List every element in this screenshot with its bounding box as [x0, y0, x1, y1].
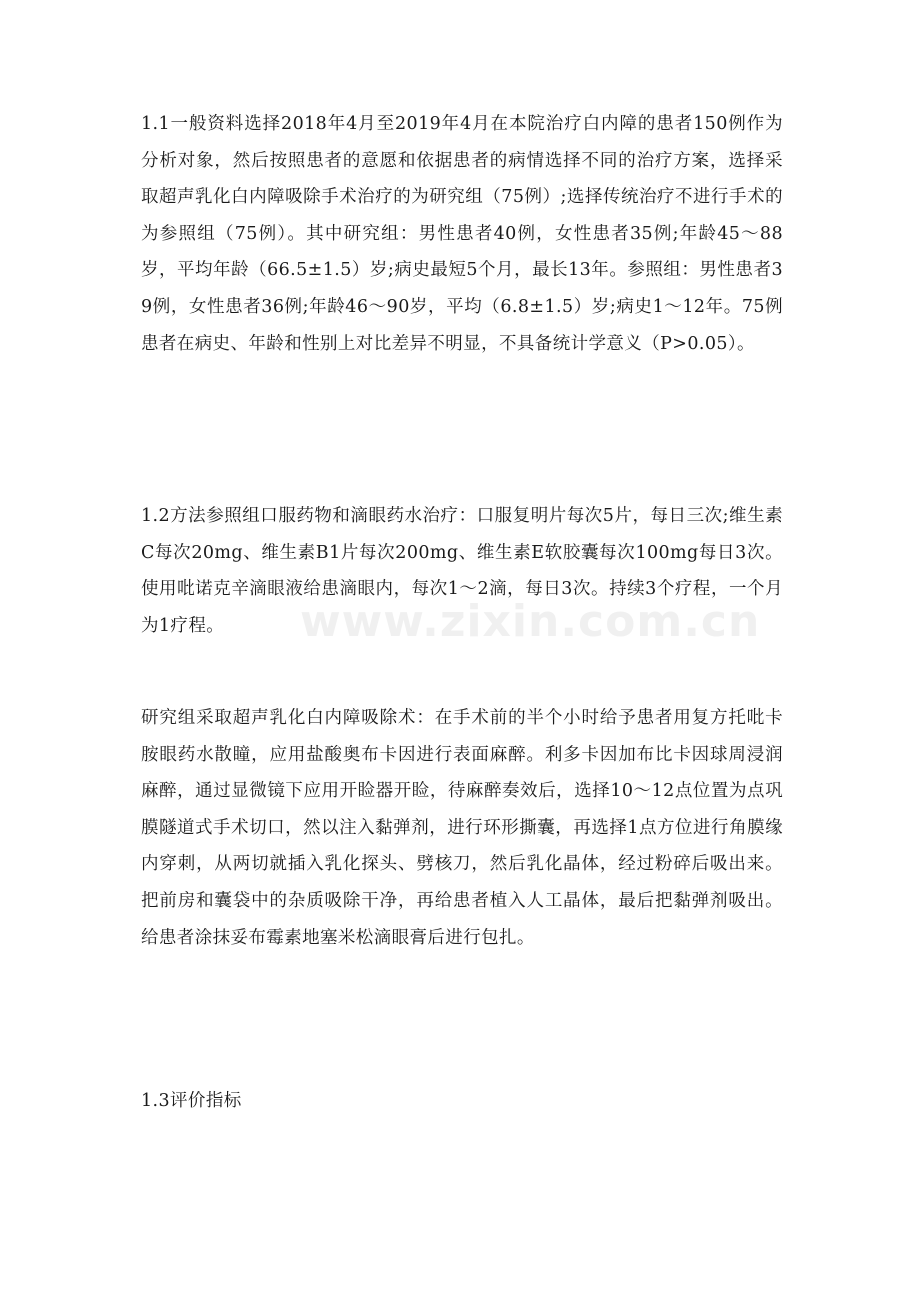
- section-heading-evaluation-indicators: 1.3评价指标: [141, 1091, 242, 1111]
- paragraph-general-data: 1.1一般资料选择2018年4月至2019年4月在本院治疗白内障的患者150例作为分析对象，然后按照患者的意愿和依据患者的病情选择不同的治疗方案，选择采取超声乳化白内障吸除手术治疗的为研究组（75例）;选择传统治疗不进行手术的为参照组（75例）。其中研究组：男性患者40例，女性患者35例;年龄45～88岁，平均年龄（66.5±1.5）岁;病史最短5个月，最长13年。参照组：男性患者39例，女性患者36例;年龄46～90岁，平均（6.8±1.5）岁;病史1～12年。75例患者在病史、年龄和性别上对比差异不明显，不具备统计学意义（P>0.05）。: [141, 114, 783, 354]
- paragraph-methods-study-group: 研究组采取超声乳化白内障吸除术：在手术前的半个小时给予患者用复方托吡卡胺眼药水散瞳，应用盐酸奥布卡因进行表面麻醉。利多卡因加布比卡因球周浸润麻醉，通过显微镜下应用开睑器开睑，待麻醉奏效后，选择10～12点位置为点巩膜隧道式手术切口，然以注入黏弹剂，进行环形撕囊，再选择1点方位进行角膜缘内穿刺，从两切就插入乳化探头、劈核刀，然后乳化晶体，经过粉碎后吸出来。把前房和囊袋中的杂质吸除干净，再给患者植入人工晶体，最后把黏弹剂吸出。给患者涂抹妥布霉素地塞米松滴眼膏后进行包扎。: [141, 708, 783, 948]
- watermark: www.zixin.com.cn: [300, 596, 761, 647]
- paragraph-methods-control-group: 1.2方法参照组口服药物和滴眼药水治疗：口服复明片每次5片，每日三次;维生素C每次20mg、维生素B1片每次200mg、维生素E软胶囊每次100mg每日3次。使用吡诺克辛滴眼液给患滴眼内，每次1～2滴，每日3次。持续3个疗程，一个月为1疗程。: [141, 506, 783, 636]
